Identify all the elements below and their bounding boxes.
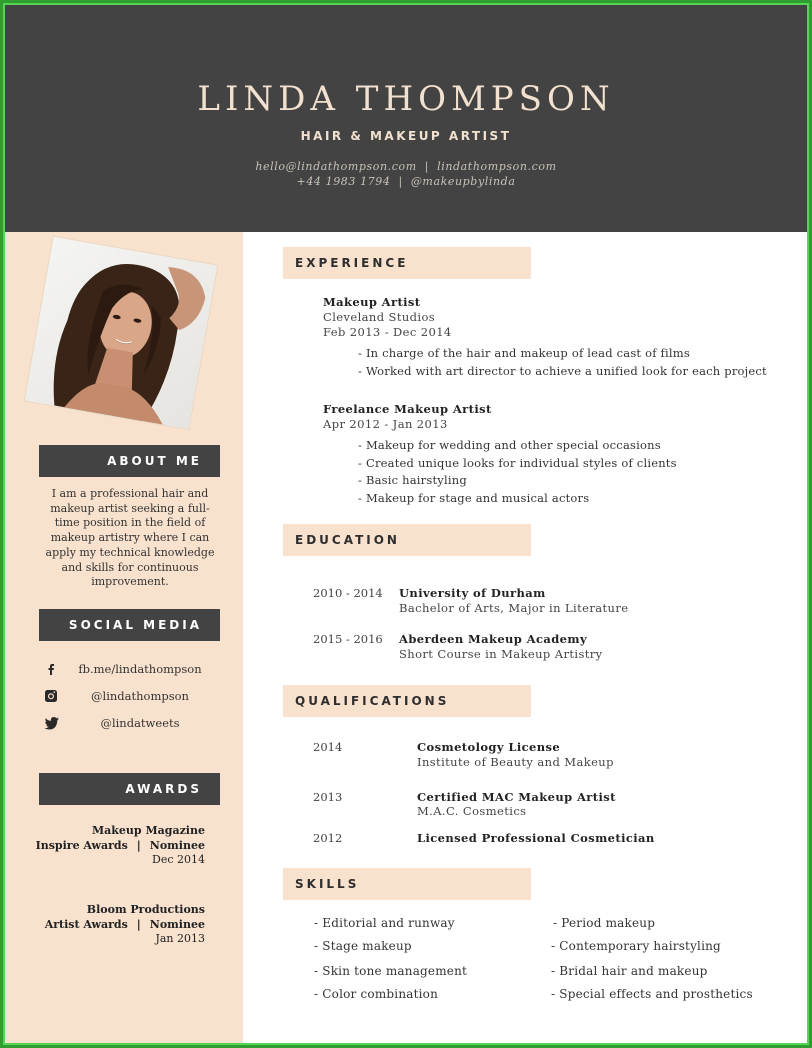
skill-item: - Bridal hair and makeup xyxy=(551,964,708,978)
contact-line-1 xyxy=(5,160,807,173)
email-link[interactable]: hello@lindathompson.com xyxy=(255,160,417,173)
award-separator: | xyxy=(136,838,141,852)
job-2-dates: Apr 2012 - Jan 2013 xyxy=(323,417,448,431)
edu-1-school: University of Durham xyxy=(399,586,546,600)
contact-separator: | xyxy=(424,160,430,173)
award-separator: | xyxy=(136,917,141,931)
job-1-dates: Feb 2013 - Dec 2014 xyxy=(323,325,452,339)
social-handle: @makeupbylinda xyxy=(410,175,516,188)
job-2-bullet: - Created unique looks for individual styles of clients xyxy=(358,456,677,470)
about-text: I am a professional hair and makeup artist seeking a full-time position in the field of makeup artistry where I can apply my technical knowledge and skills for continuous improvement. xyxy=(45,487,215,589)
job-2-title: Freelance Makeup Artist xyxy=(323,402,492,416)
awards-heading: AWARDS xyxy=(39,773,220,805)
twitter-icon xyxy=(44,716,58,730)
social-heading: SOCIAL MEDIA xyxy=(39,609,220,641)
about-heading: ABOUT ME xyxy=(39,445,220,477)
job-1-bullet: - Worked with art director to achieve a unified look for each project xyxy=(358,364,767,378)
contact-line-2 xyxy=(5,175,807,188)
skill-item: - Skin tone management xyxy=(314,964,468,978)
edu-2-school: Aberdeen Makeup Academy xyxy=(399,632,588,646)
skill-item: - Special effects and prosthetics xyxy=(551,987,753,1001)
skill-item: - Editorial and runway xyxy=(314,916,455,930)
award-name: Inspire Awards xyxy=(35,838,128,852)
profile-photo xyxy=(25,237,217,429)
qual-2-detail: M.A.C. Cosmetics xyxy=(417,804,527,818)
skills-heading: SKILLS xyxy=(283,868,531,900)
edu-1-years: 2010 - 2014 xyxy=(313,586,383,600)
social-facebook[interactable] xyxy=(40,662,220,680)
award-date: Jan 2013 xyxy=(155,932,205,945)
job-1-bullet: - In charge of the hair and makeup of lead cast of films xyxy=(358,346,690,360)
award-org: Makeup Magazine xyxy=(92,824,205,837)
qual-2-year: 2013 xyxy=(313,790,343,804)
qual-3-year: 2012 xyxy=(313,831,343,845)
phone-number: +44 1983 1794 xyxy=(296,175,391,188)
social-instagram-text: @lindathompson xyxy=(91,689,189,703)
website-link[interactable]: lindathompson.com xyxy=(437,160,557,173)
job-2-bullet: - Basic hairstyling xyxy=(358,473,467,487)
job-1-company: Cleveland Studios xyxy=(323,310,436,324)
qual-3-name: Licensed Professional Cosmetician xyxy=(417,831,655,845)
job-1-title: Makeup Artist xyxy=(323,295,421,309)
award-name: Artist Awards xyxy=(44,917,128,931)
social-twitter[interactable] xyxy=(40,716,220,734)
award-date: Dec 2014 xyxy=(152,853,205,866)
job-2-bullet: - Makeup for wedding and other special occasions xyxy=(358,438,661,452)
edu-2-years: 2015 - 2016 xyxy=(313,632,383,646)
qual-2-name: Certified MAC Makeup Artist xyxy=(417,790,616,804)
qualifications-heading: QUALIFICATIONS xyxy=(283,685,531,717)
skill-item: - Period makeup xyxy=(553,916,656,930)
education-heading: EDUCATION xyxy=(283,524,531,556)
skill-item: - Stage makeup xyxy=(314,939,412,953)
social-instagram[interactable] xyxy=(40,689,220,707)
social-facebook-text: fb.me/lindathompson xyxy=(78,662,202,676)
award-org: Bloom Productions xyxy=(86,903,205,916)
job-2-bullet: - Makeup for stage and musical actors xyxy=(358,491,590,505)
skill-item: - Color combination xyxy=(314,987,439,1001)
qual-1-year: 2014 xyxy=(313,740,343,754)
edu-1-detail: Bachelor of Arts, Major in Literature xyxy=(399,601,629,615)
instagram-icon xyxy=(44,689,58,703)
resume-header xyxy=(5,5,807,232)
award-item xyxy=(30,824,205,868)
portrait-image xyxy=(25,237,217,429)
qual-1-name: Cosmetology License xyxy=(417,740,561,754)
award-result: Nominee xyxy=(149,917,205,931)
full-name: LINDA THOMPSON xyxy=(197,79,615,119)
job-title: HAIR & MAKEUP ARTIST xyxy=(300,129,512,143)
experience-heading: EXPERIENCE xyxy=(283,247,531,279)
facebook-icon xyxy=(44,662,58,676)
contact-separator: | xyxy=(398,175,403,188)
qual-1-detail: Institute of Beauty and Makeup xyxy=(417,755,614,769)
award-item xyxy=(30,903,205,947)
skill-item: - Contemporary hairstyling xyxy=(551,939,721,953)
social-twitter-text: @lindatweets xyxy=(100,716,180,730)
edu-2-detail: Short Course in Makeup Artistry xyxy=(399,647,603,661)
award-result: Nominee xyxy=(149,838,205,852)
